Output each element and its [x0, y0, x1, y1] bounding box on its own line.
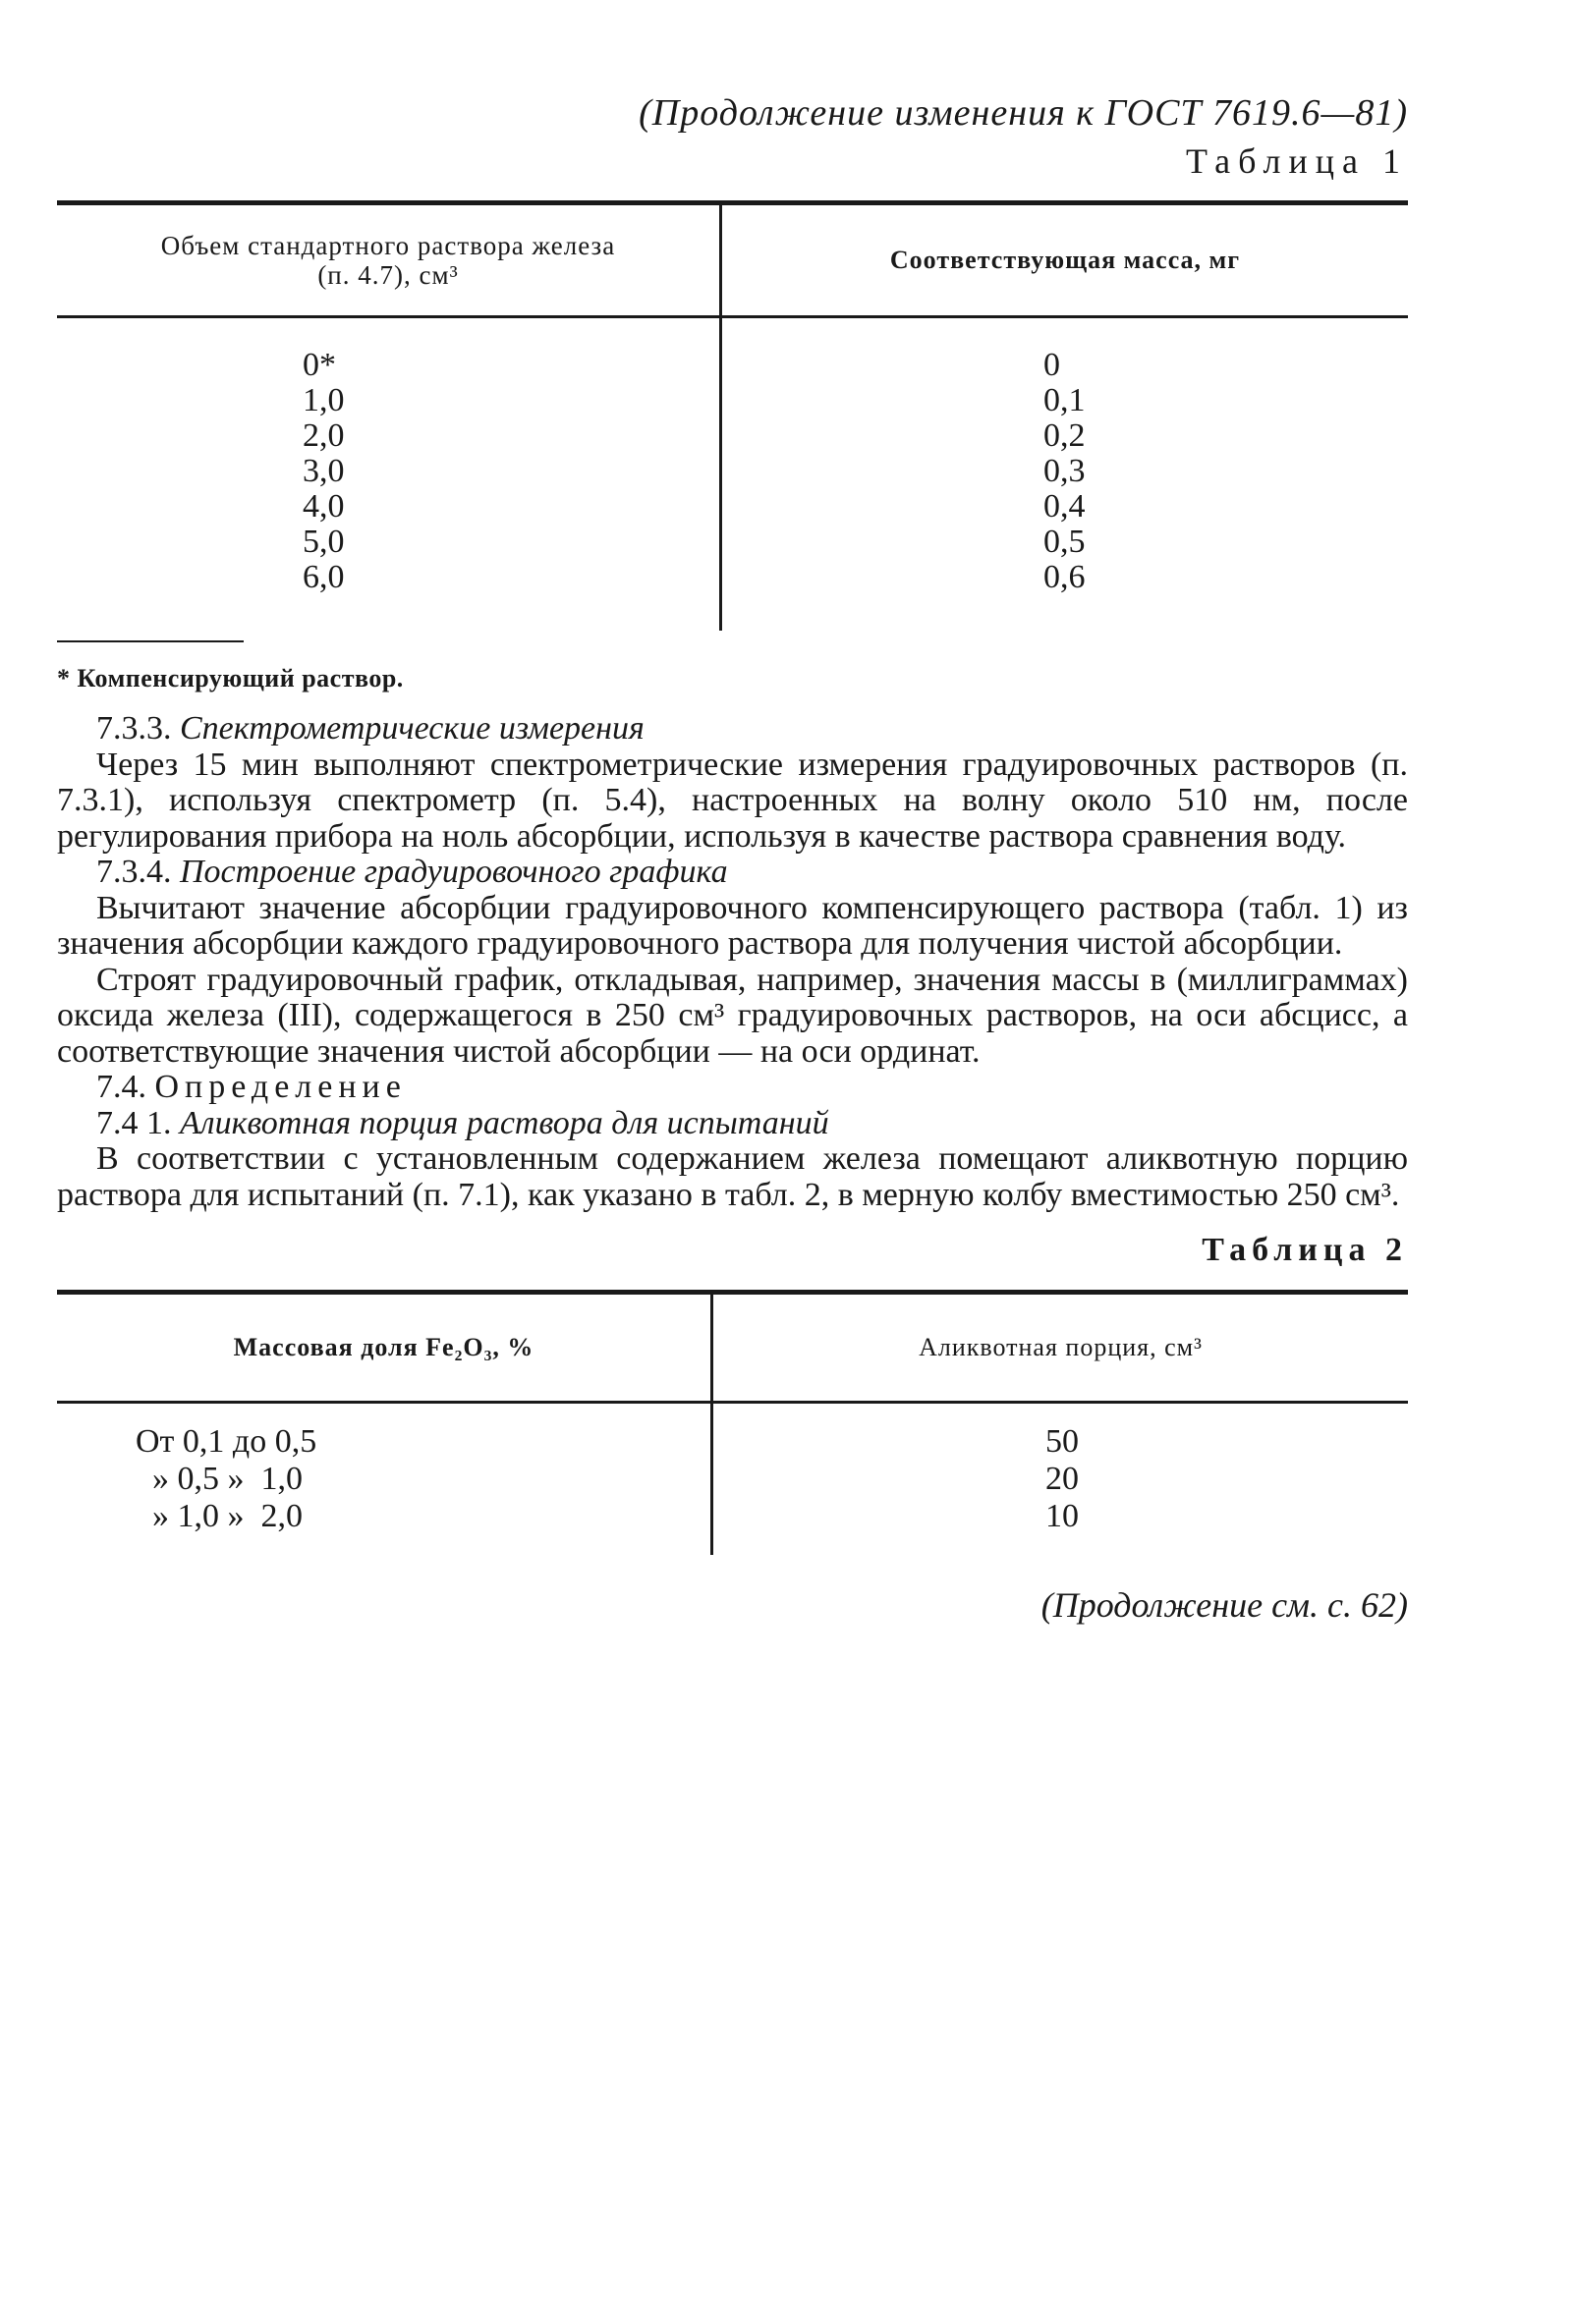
section-7-3-4-heading	[57, 855, 1408, 891]
section-7-4-1-heading	[57, 1106, 1408, 1142]
section-7-3-4-text-2: Строят градуировочный график, откладывая, например, значения массы в (миллиграммах) оксида железа (III), содержащегося в 250 см³ градуировочных растворов, на оси абсцисс, а соответствующие значения чистой абсорбции — на оси ординат.	[57, 961, 1408, 1070]
table2-title: Таблица 2	[1202, 1232, 1408, 1268]
table1-col1-header-line2: (п. 4.7), см³	[317, 260, 459, 290]
table1-title: Таблица 1	[1186, 141, 1408, 181]
table-cell: 2,0	[303, 417, 345, 454]
table1-volume-column	[57, 318, 722, 631]
table2-col2-header: Аликвотная порция, см³	[919, 1333, 1203, 1361]
table-cell: 1,0	[303, 382, 345, 418]
section-7-3-3-text: Через 15 мин выполняют спектрометрические измерения градуировочных растворов (п. 7.3.1), используя спектрометр (п. 5.4), настроенных на волну около 510 нм, после регулирования прибора на ноль абсорбции, используя в качестве раствора сравнения воду.	[57, 746, 1408, 855]
continuation-header: (Продолжение изменения к ГОСТ 7619.6—81)	[639, 92, 1408, 134]
table2-range-column	[57, 1404, 713, 1555]
table2-header-row	[57, 1295, 1408, 1401]
section-number: 7.4.	[96, 1069, 146, 1105]
table1-header-row	[57, 205, 1408, 315]
table1-col2-header: Соответствующая масса, мг	[889, 246, 1241, 274]
table-cell: 5,0	[303, 524, 345, 560]
section-number: 7.4 1.	[96, 1104, 172, 1141]
table2	[57, 1290, 1408, 1555]
section-title: Определение	[154, 1069, 407, 1105]
section-title: Спектрометрические измерения	[180, 710, 645, 747]
document-page	[57, 88, 1408, 1626]
table1-col1-header	[57, 205, 722, 315]
table-cell: 0,6	[1043, 559, 1086, 595]
section-number: 7.3.3.	[96, 710, 172, 747]
table-cell: » 0,5 » 1,0	[136, 1461, 303, 1497]
table-cell: 0,1	[1043, 382, 1086, 418]
table1-col1-header-line1: Объем стандартного раствора железа	[160, 231, 616, 260]
table-cell: » 1,0 » 2,0	[136, 1498, 303, 1534]
table-cell: 0,2	[1043, 417, 1086, 454]
section-7-3-4-text-1: Вычитают значение абсорбции градуировочного компенсирующего раствора (табл. 1) из значения абсорбции каждого градуировочного раствора для получения чистой абсорбции.	[57, 889, 1408, 962]
table2-portion-column	[713, 1404, 1408, 1555]
table-cell: 50	[1045, 1423, 1079, 1460]
table2-col1-header: Массовая доля Fe₂O₃, %	[57, 1295, 713, 1401]
continued-note: (Продолжение см. с. 62)	[1040, 1585, 1408, 1625]
table-cell: 20	[1045, 1461, 1079, 1497]
footnote-rule	[57, 640, 244, 642]
section-title: Построение градуировочного графика	[180, 854, 728, 890]
table1-mass-column	[722, 318, 1408, 631]
section-7-4-1-text: В соответствии с установленным содержанием железа помещают аликвотную порцию раствора для испытаний (п. 7.1), как указано в табл. 2, в мерную колбу вместимостью 250 см³.	[57, 1140, 1408, 1213]
table-cell: 0,5	[1043, 524, 1086, 560]
table-cell: 4,0	[303, 488, 345, 525]
table1-footnote: * Компенсирующий раствор.	[57, 664, 404, 692]
table-cell: 0	[1043, 347, 1060, 383]
section-number: 7.3.4.	[96, 854, 172, 890]
section-7-3-3-heading	[57, 711, 1408, 747]
table-cell: От 0,1 до 0,5	[136, 1423, 317, 1460]
table-cell: 0,4	[1043, 488, 1086, 525]
table-cell: 10	[1045, 1498, 1079, 1534]
table-cell: 3,0	[303, 453, 345, 489]
table-cell: 0*	[303, 347, 336, 383]
table2-body	[57, 1404, 1408, 1555]
section-title: Аликвотная порция раствора для испытаний	[180, 1104, 829, 1141]
table-cell: 6,0	[303, 559, 345, 595]
table-cell: 0,3	[1043, 453, 1086, 489]
table1	[57, 200, 1408, 631]
table1-body	[57, 318, 1408, 631]
section-7-4-heading	[57, 1070, 1408, 1106]
